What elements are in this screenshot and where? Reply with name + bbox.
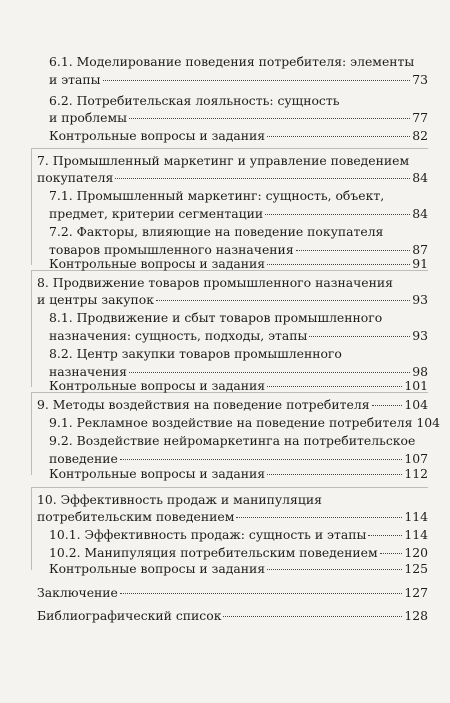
leader-dots	[120, 593, 402, 594]
toc-entry-title: 9. Методы воздействия на поведение потребителя	[37, 397, 370, 412]
leader-dots	[115, 178, 410, 179]
toc-page-number: 107	[404, 451, 428, 466]
toc-page-number: 127	[404, 585, 428, 600]
toc-entry-title: 10.1. Эффективность продаж: сущность и этапы	[49, 527, 367, 542]
toc-entry-6-2-line2: и проблемы	[49, 110, 128, 125]
toc-entry-8-1-line1: 8.1. Продвижение и сбыт товаров промышленного	[49, 310, 383, 325]
toc-page-number: 120	[404, 545, 428, 560]
toc-entry-6-2[interactable]	[49, 108, 428, 128]
toc-entry-9-2-line2: поведение	[49, 451, 118, 466]
toc-entry-title: 9.1. Рекламное воздействие на поведение потребителя	[49, 415, 413, 430]
toc-entry-8-questions[interactable]	[49, 376, 428, 396]
toc-page-number: 93	[412, 292, 428, 307]
toc-page-number: 84	[412, 170, 428, 185]
toc-page-number: 112	[404, 466, 428, 481]
toc-page-number: 77	[412, 110, 428, 125]
leader-dots	[265, 214, 410, 215]
leader-dots	[129, 118, 410, 119]
toc-entry-7-2-line1: 7.2. Факторы, влияющие на поведение покупателя	[49, 224, 384, 239]
toc-conclusion[interactable]	[37, 583, 428, 603]
toc-page-number: 104	[404, 397, 428, 412]
toc-page-number: 114	[404, 527, 428, 542]
toc-entry-8-2-line2: назначения	[49, 364, 127, 379]
toc-chapter-10-line2: потребительским поведением	[37, 509, 235, 524]
toc-page-number: 125	[404, 561, 428, 576]
toc-page-number: 128	[404, 608, 428, 623]
toc-entry-9-questions[interactable]	[49, 464, 428, 484]
toc-entry-9-2-line1: 9.2. Воздействие нейромаркетинга на потребительское	[49, 433, 416, 448]
toc-entry-title: Контрольные вопросы и задания	[49, 561, 266, 576]
leader-dots	[120, 459, 403, 460]
leader-dots	[103, 80, 411, 81]
toc-entry-6-1[interactable]	[49, 70, 428, 90]
toc-entry-7-1[interactable]	[49, 204, 428, 224]
toc-bibliography[interactable]	[37, 606, 428, 626]
toc-entry-title: Библиографический список	[37, 608, 222, 623]
toc-entry-10-questions[interactable]	[49, 559, 428, 579]
toc-page-number: 84	[412, 206, 428, 221]
toc-page-number: 87	[412, 242, 428, 257]
toc-entry-8-1-line2: назначения: сущность, подходы, этапы	[49, 328, 308, 343]
leader-dots	[372, 405, 403, 406]
toc-entry-7-questions[interactable]	[49, 254, 428, 274]
toc-chapter-9[interactable]	[37, 395, 428, 415]
toc-page-number: 114	[404, 509, 428, 524]
toc-entry-title: Заключение	[37, 585, 118, 600]
toc-entry-6-1-line1: 6.1. Моделирование поведения потребителя: элементы	[49, 54, 415, 69]
toc-entry-7-1-line1: 7.1. Промышленный маркетинг: сущность, объект,	[49, 188, 385, 203]
toc-entry-title: Контрольные вопросы и задания	[49, 466, 266, 481]
leader-dots	[267, 136, 410, 137]
toc-entry-8-1[interactable]	[49, 326, 428, 346]
toc-entry-title: Контрольные вопросы и задания	[49, 128, 266, 143]
leader-dots	[380, 553, 403, 554]
toc-page-number: 91	[412, 256, 428, 271]
toc-page-number: 82	[412, 128, 428, 143]
toc-page-number: 101	[404, 378, 428, 393]
toc-page-number: 104	[416, 415, 441, 430]
leader-dots	[296, 250, 411, 251]
toc-chapter-8-line2: и центры закупок	[37, 292, 154, 307]
toc-chapter-7-line2: покупателя	[37, 170, 114, 185]
leader-dots	[267, 264, 410, 265]
toc-entry-title: 10.2. Манипуляция потребительским поведением	[49, 545, 378, 560]
toc-page-number: 98	[412, 364, 428, 379]
toc-chapter-10[interactable]	[37, 507, 428, 527]
toc-entry-6-2-line1: 6.2. Потребительская лояльность: сущность	[49, 93, 340, 108]
leader-dots	[223, 616, 402, 617]
toc-entry-6-questions[interactable]	[49, 126, 428, 146]
leader-dots	[267, 569, 402, 570]
toc-entry-title: Контрольные вопросы и задания	[49, 256, 266, 271]
leader-dots	[267, 474, 402, 475]
leader-dots	[267, 386, 402, 387]
leader-dots	[236, 517, 402, 518]
toc-chapter-8-line1: 8. Продвижение товаров промышленного назначения	[37, 275, 393, 290]
toc-entry-10-1[interactable]	[49, 525, 428, 545]
toc-entry-6-1-line2: и этапы	[49, 72, 101, 87]
toc-entry-7-1-line2: предмет, критерии сегментации	[49, 206, 264, 221]
toc-chapter-10-line1: 10. Эффективность продаж и манипуляция	[37, 492, 322, 507]
toc-entry-7-2-line2: товаров промышленного назначения	[49, 242, 294, 257]
leader-dots	[309, 336, 410, 337]
toc-entry-9-1[interactable]	[49, 413, 441, 433]
leader-dots	[368, 535, 402, 536]
toc-entry-8-2-line1: 8.2. Центр закупки товаров промышленного	[49, 346, 342, 361]
leader-dots	[156, 300, 410, 301]
toc-chapter-7-line1: 7. Промышленный маркетинг и управление поведением	[37, 153, 410, 168]
toc-page-number: 73	[412, 72, 428, 87]
toc-page-number: 93	[412, 328, 428, 343]
toc-chapter-8[interactable]	[37, 290, 428, 310]
toc-entry-title: Контрольные вопросы и задания	[49, 378, 266, 393]
toc-chapter-7[interactable]	[37, 168, 428, 188]
leader-dots	[129, 372, 410, 373]
